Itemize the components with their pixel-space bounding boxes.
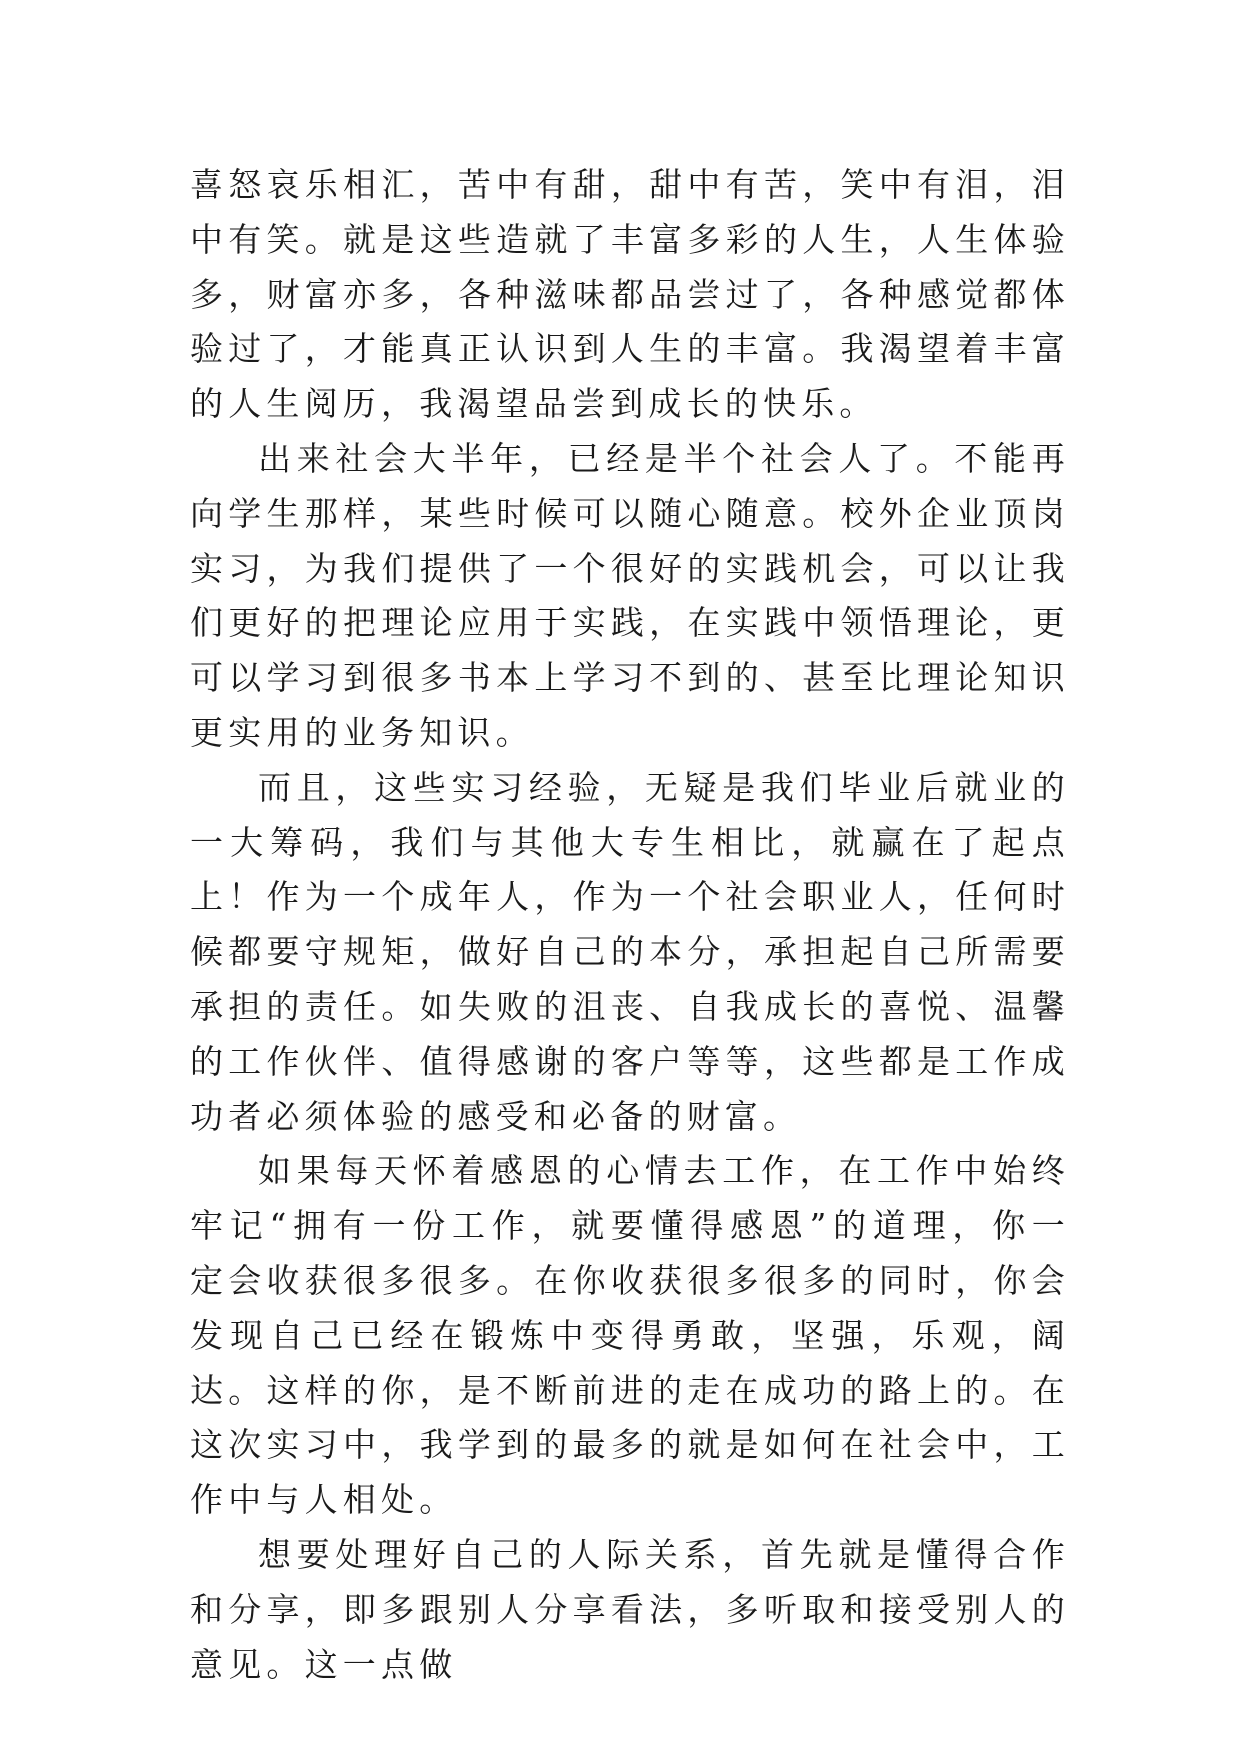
document-body [190,158,1070,1692]
paragraph-4: 如果每天怀着感恩的心情去工作，在工作中始终牢记“拥有一份工作，就要懂得感恩”的道理，你一定会收获很多很多。在你收获很多很多的同时，你会发现自己已经在锻炼中变得勇敢，坚强，乐观，阔达。这样的你，是不断前进的走在成功的路上的。在这次实习中，我学到的最多的就是如何在社会中，工作中与人相处。 [190,1151,1070,1520]
paragraph-1: 喜怒哀乐相汇，苦中有甜，甜中有苦，笑中有泪，泪中有笑。就是这些造就了丰富多彩的人生，人生体验多，财富亦多，各种滋味都品尝过了，各种感觉都体验过了，才能真正认识到人生的丰富。我渴望着丰富的人生阅历，我渴望品尝到成长的快乐。 [190,165,1070,424]
paragraph-3: 而且，这些实习经验，无疑是我们毕业后就业的一大筹码，我们与其他大专生相比，就赢在了起点上！作为一个成年人，作为一个社会职业人，任何时候都要守规矩，做好自己的本分，承担起自己所需要承担的责任。如失败的沮丧、自我成长的喜悦、温馨的工作伙伴、值得感谢的客户等等，这些都是工作成功者必须体验的感受和必备的财富。 [190,767,1070,1136]
paragraph-2: 出来社会大半年，已经是半个社会人了。不能再向学生那样，某些时候可以随心随意。校外企业顶岗实习，为我们提供了一个很好的实践机会，可以让我们更好的把理论应用于实践，在实践中领悟理论，更可以学习到很多书本上学习不到的、甚至比理论知识更实用的业务知识。 [190,438,1070,752]
paragraph-5: 想要处理好自己的人际关系，首先就是懂得合作和分享，即多跟别人分享看法，多听取和接受别人的意见。这一点做 [190,1534,1070,1684]
